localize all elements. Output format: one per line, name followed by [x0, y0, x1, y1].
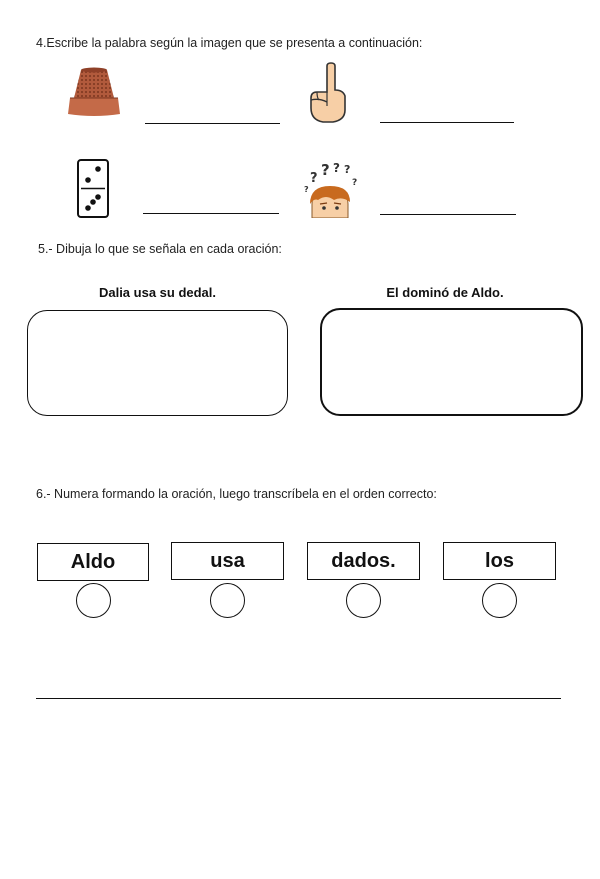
word-box-aldo: Aldo — [37, 543, 149, 581]
transcription-line[interactable] — [36, 698, 561, 699]
svg-text:?: ? — [344, 163, 351, 176]
number-circle-aldo[interactable] — [76, 583, 111, 618]
drawing-box-domino[interactable] — [320, 308, 583, 416]
number-circle-dados[interactable] — [346, 583, 381, 618]
svg-text:?: ? — [304, 185, 309, 194]
domino-icon — [76, 159, 110, 219]
number-circle-los[interactable] — [482, 583, 517, 618]
answer-line-finger[interactable] — [380, 122, 514, 123]
svg-text:?: ? — [321, 161, 330, 179]
number-circle-usa[interactable] — [210, 583, 245, 618]
word-box-dados: dados. — [307, 542, 420, 580]
caption-domino: El dominó de Aldo. — [386, 285, 504, 300]
word-box-los: los — [443, 542, 556, 580]
thimble-icon — [64, 66, 124, 118]
answer-line-thimble[interactable] — [145, 123, 280, 124]
caption-dalia: Dalia usa su dedal. — [98, 285, 217, 300]
svg-text:?: ? — [333, 161, 340, 175]
finger-icon — [305, 62, 353, 124]
section5-title: 5.- Dibuja lo que se señala en cada oración: — [38, 242, 282, 256]
section6-title: 6.- Numera formando la oración, luego transcríbela en el orden correcto: — [36, 487, 437, 501]
question-marks-boy-icon — [302, 160, 362, 218]
section4-title: 4.Escribe la palabra según la imagen que se presenta a continuación: — [36, 36, 423, 50]
answer-line-question[interactable] — [380, 214, 516, 215]
svg-text:?: ? — [352, 178, 358, 188]
answer-line-domino[interactable] — [143, 213, 279, 214]
word-box-usa: usa — [171, 542, 284, 580]
drawing-box-dalia[interactable] — [27, 310, 288, 416]
svg-text:?: ? — [310, 171, 318, 186]
